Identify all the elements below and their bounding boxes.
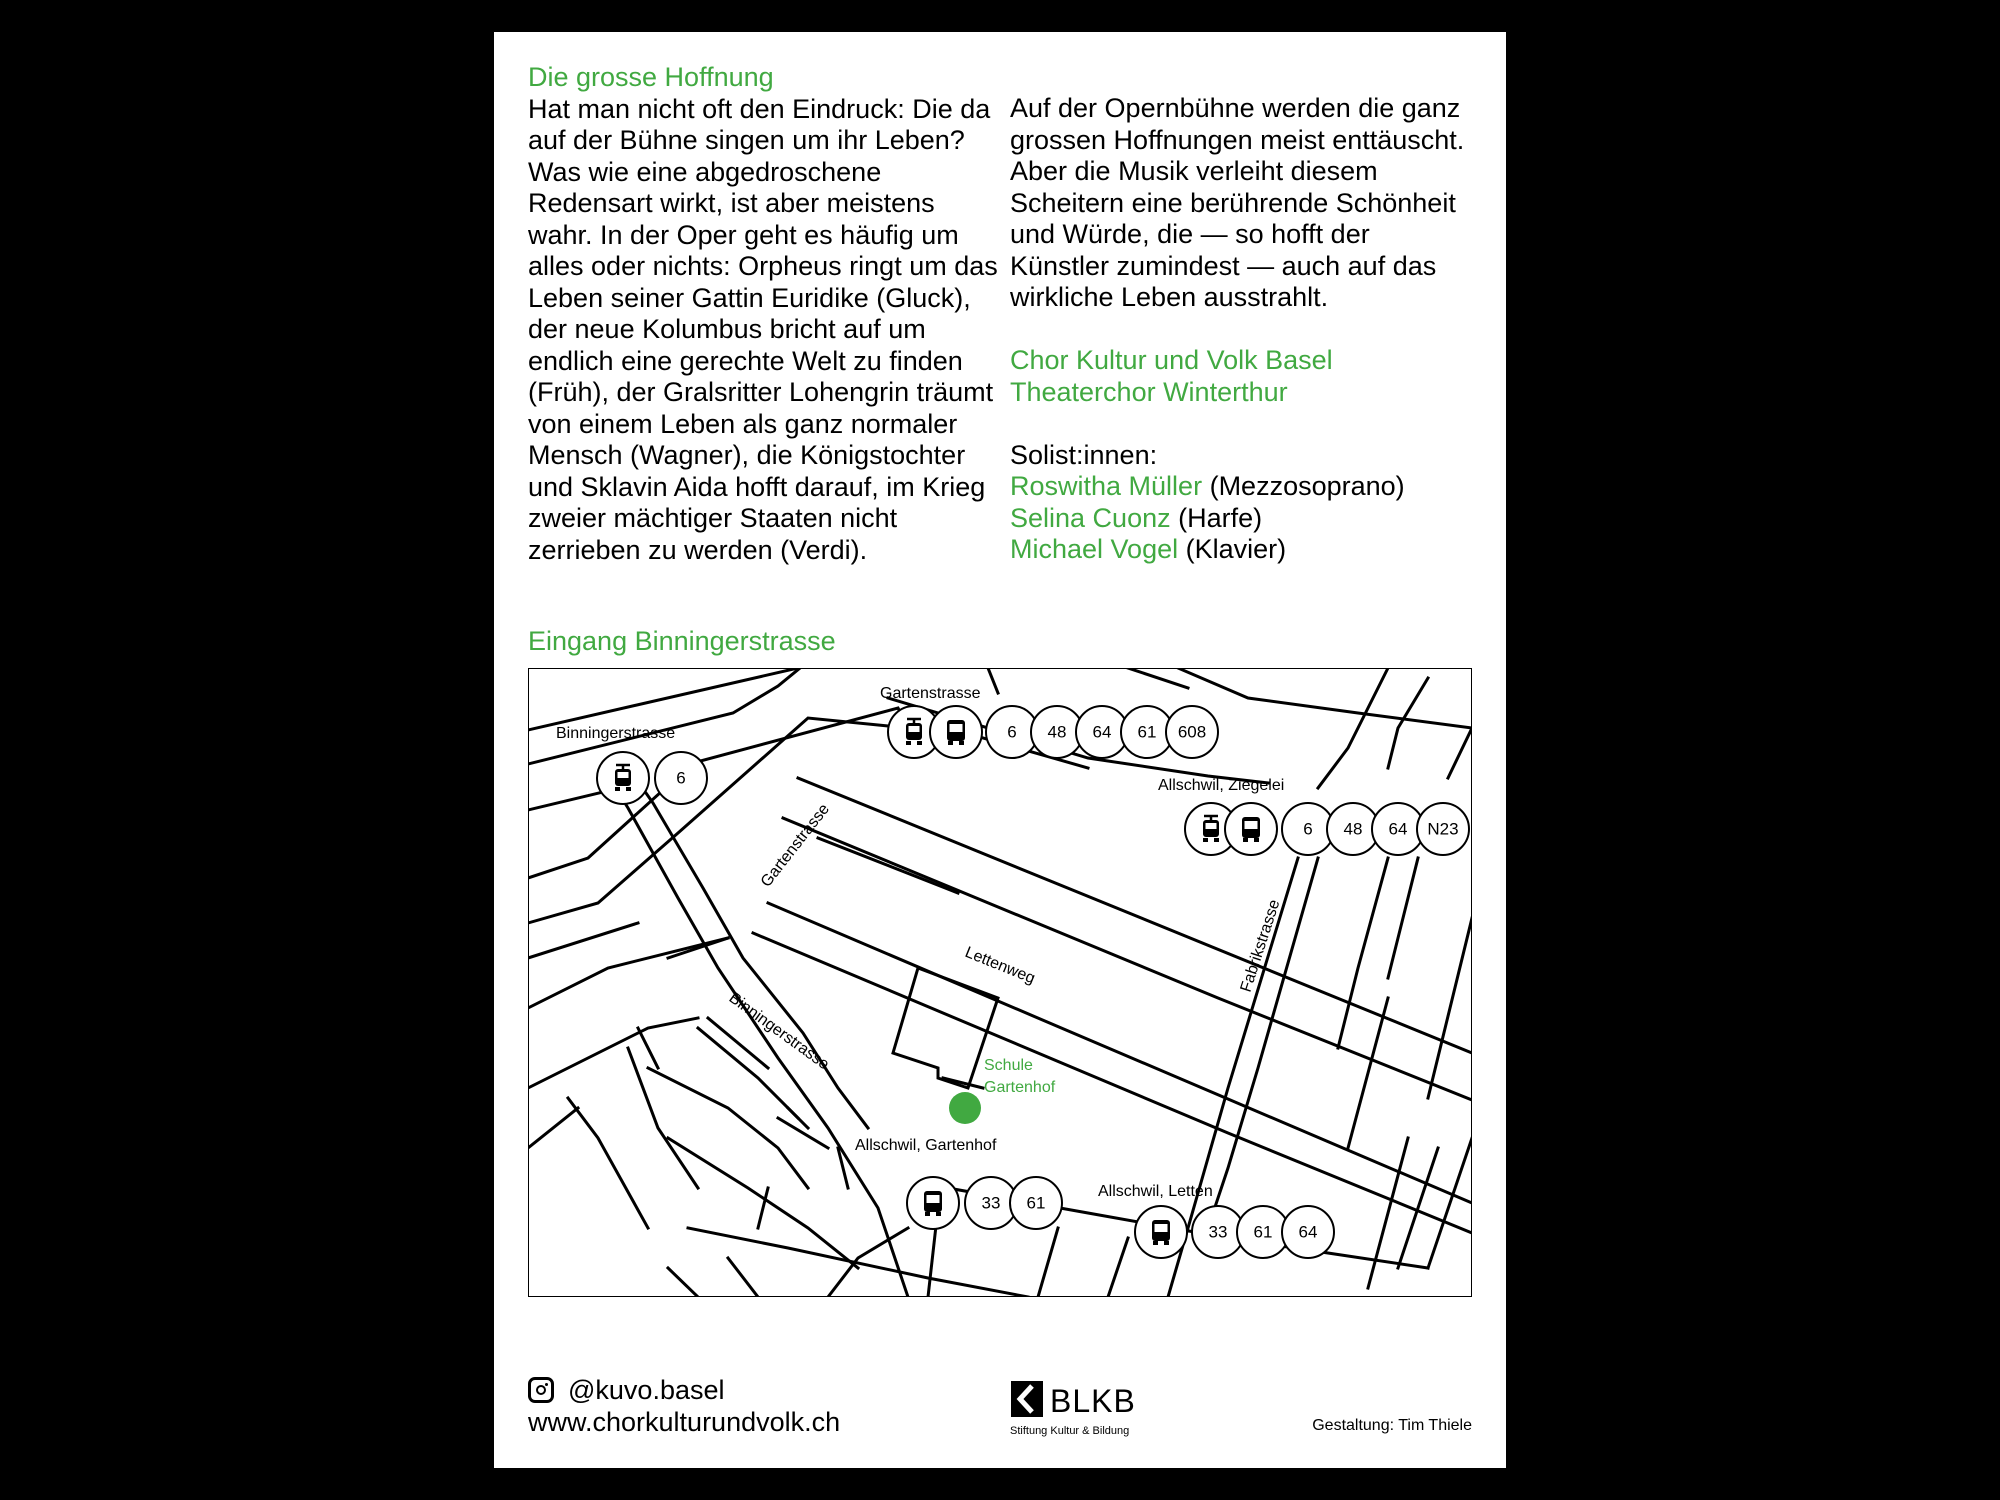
- website-link[interactable]: www.chorkulturundvolk.ch: [528, 1407, 841, 1437]
- stop-label: Allschwil, Letten: [1098, 1183, 1213, 1200]
- instagram-handle[interactable]: @kuvo.basel: [568, 1375, 725, 1405]
- right-column: [1010, 93, 1470, 566]
- left-column: [528, 62, 998, 566]
- choir-name: Chor Kultur und Volk Basel: [1010, 345, 1333, 375]
- line-number: 48: [1047, 722, 1067, 742]
- logo-subtitle: Stiftung Kultur & Bildung: [1010, 1425, 1130, 1437]
- venue-marker: [949, 1092, 981, 1124]
- flyer-page: [494, 32, 1506, 1468]
- line-number: 61: [1026, 1193, 1046, 1213]
- line-number: 33: [981, 1193, 1001, 1213]
- stop-label: Allschwil, Ziegelei: [1158, 777, 1285, 794]
- stop-label: Allschwil, Gartenhof: [855, 1137, 997, 1154]
- design-credit: Gestaltung: Tim Thiele: [1312, 1417, 1472, 1434]
- soloist-name: Michael Vogel: [1010, 534, 1179, 564]
- street-label: Binningerstrasse: [725, 989, 833, 1074]
- footer-contact: [528, 1374, 840, 1438]
- sponsor-logo: [1010, 1380, 1136, 1437]
- stop-gartenstrasse: [880, 685, 1218, 758]
- line-number: 608: [1177, 722, 1207, 742]
- map-heading: Eingang Binningerstrasse: [528, 626, 836, 656]
- line-number: 64: [1298, 1222, 1318, 1242]
- venue-label: Gartenhof: [984, 1079, 1056, 1096]
- venue-label: Schule: [984, 1057, 1033, 1074]
- intro-paragraph: Hat man nicht oft den Eindruck: Die da auf der Bühne singen um ihr Leben? Was wie eine abgedroschene Redensart wirkt, ist aber meistens wahr. In der Oper geht es häufig um alles oder nichts: Orpheus ringt um das Leben seiner Gattin Euridike (Gluck), der neue Kolumbus bricht auf um endlich eine gerechte Welt zu finden (Früh), der Gralsritter Lohengrin träumt von einem Leben als ganz normaler Mensch (Wagner), die Königstochter und Sklavin Aida hofft darauf, im Krieg zweier mächtiger Staaten nicht zerrieben zu werden (Verdi).: [528, 93, 998, 565]
- soloist-role: (Mezzosoprano): [1209, 471, 1405, 501]
- line-number: 64: [1092, 722, 1112, 742]
- line-number: 6: [1007, 722, 1017, 742]
- stop-label: Binningerstrasse: [556, 725, 676, 742]
- line-number: 6: [1303, 819, 1313, 839]
- soloist-entry: [1010, 471, 1470, 503]
- line-number: 61: [1137, 722, 1157, 742]
- soloist-entry: [1010, 534, 1470, 566]
- stop-label: Gartenstrasse: [880, 685, 981, 702]
- line-number: 6: [676, 768, 686, 788]
- line-number: 33: [1208, 1222, 1228, 1242]
- soloist-name: Selina Cuonz: [1010, 502, 1171, 533]
- soloist-entry: [1010, 503, 1470, 535]
- soloist-role: (Harfe): [1178, 502, 1263, 533]
- street-label: Fabrikstrasse: [1237, 897, 1284, 995]
- instagram-row: [528, 1374, 840, 1406]
- stop-allschwil-gartenhof: [855, 1137, 1062, 1229]
- street-label: Gartenstrasse: [757, 800, 834, 891]
- line-number: N23: [1427, 819, 1459, 839]
- line-number: 61: [1253, 1222, 1273, 1242]
- location-map: [528, 668, 1472, 1297]
- line-number: 48: [1343, 819, 1363, 839]
- second-paragraph: Auf der Opernbühne werden die ganz grossen Hoffnungen meist enttäuscht. Aber die Musik verleiht diesem Scheitern eine berührende Schönheit und Würde, die — so hofft der Künstler zumindest — auch auf das wirkliche Leben ausstrahlt.: [1010, 93, 1465, 312]
- blkb-mark-icon: [1010, 1380, 1044, 1423]
- stop-binningerstrasse: [556, 725, 707, 804]
- map-svg: [528, 668, 1472, 1297]
- soloists-label: Solist:innen:: [1010, 439, 1158, 470]
- logo-brand: BLKB: [1050, 1383, 1136, 1419]
- line-number: 64: [1388, 819, 1408, 839]
- stop-allschwil-ziegelei: [1158, 777, 1469, 855]
- soloist-name: Roswitha Müller: [1010, 471, 1203, 501]
- street-label: Lettenweg: [962, 943, 1038, 988]
- instagram-icon: [528, 1377, 554, 1403]
- section-heading: Die grosse Hoffnung: [528, 62, 774, 92]
- choir-name: Theaterchor Winterthur: [1010, 376, 1288, 407]
- soloist-role: (Klavier): [1185, 534, 1287, 564]
